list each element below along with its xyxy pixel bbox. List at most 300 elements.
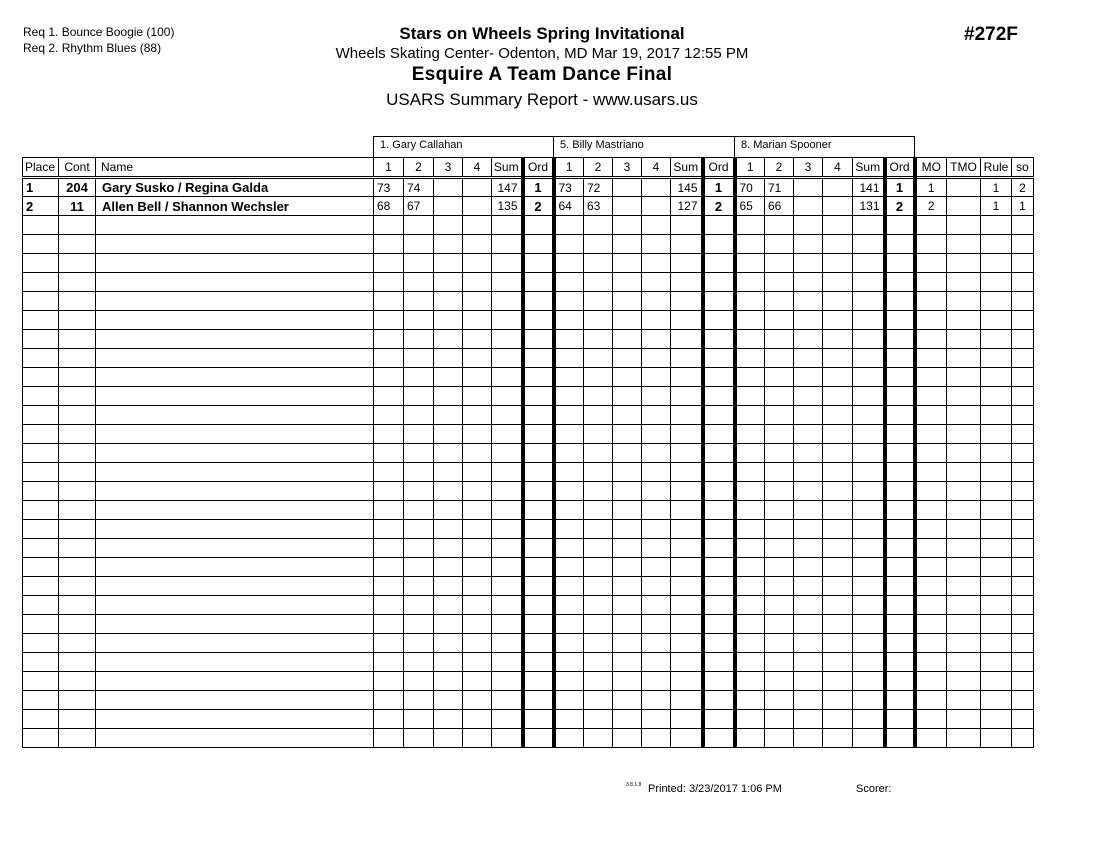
empty-cell [59, 235, 96, 254]
empty-cell [554, 710, 584, 729]
empty-cell [23, 729, 59, 748]
empty-cell [613, 501, 642, 520]
col-header-so: so [1012, 158, 1034, 178]
empty-cell [885, 653, 915, 672]
empty-cell [1012, 672, 1034, 691]
empty-cell [492, 539, 523, 558]
empty-cell [947, 482, 981, 501]
empty-cell [642, 520, 671, 539]
empty-cell [915, 330, 947, 349]
contestant-number-cell: 204 [59, 178, 96, 197]
empty-cell [735, 406, 765, 425]
empty-table-row [23, 292, 1034, 311]
empty-cell [96, 254, 374, 273]
requirement-2-text: Rhythm Blues (88) [61, 41, 162, 55]
empty-table-row [23, 653, 1034, 672]
empty-cell [853, 596, 885, 615]
empty-cell [404, 653, 434, 672]
empty-cell [823, 729, 853, 748]
empty-cell [823, 520, 853, 539]
empty-cell [523, 577, 554, 596]
j3-score-3 [794, 178, 823, 197]
empty-cell [735, 520, 765, 539]
empty-cell [885, 520, 915, 539]
empty-cell [374, 672, 404, 691]
empty-cell [671, 273, 703, 292]
empty-cell [853, 254, 885, 273]
j1-ordinal: 2 [523, 197, 554, 216]
empty-cell [434, 634, 463, 653]
empty-cell [915, 406, 947, 425]
software-version: 3.8.1.8 [626, 782, 642, 788]
empty-cell [642, 729, 671, 748]
empty-cell [703, 406, 735, 425]
empty-cell [853, 710, 885, 729]
empty-cell [703, 710, 735, 729]
empty-table-row [23, 387, 1034, 406]
empty-cell [434, 729, 463, 748]
empty-cell [492, 634, 523, 653]
empty-cell [374, 406, 404, 425]
empty-cell [613, 444, 642, 463]
empty-cell [642, 558, 671, 577]
empty-cell [59, 406, 96, 425]
table-row [23, 197, 1034, 216]
empty-cell [735, 368, 765, 387]
empty-cell [23, 596, 59, 615]
empty-cell [523, 672, 554, 691]
empty-cell [554, 311, 584, 330]
empty-cell [885, 216, 915, 235]
empty-cell [853, 615, 885, 634]
empty-cell [374, 596, 404, 615]
empty-cell [463, 634, 492, 653]
empty-cell [671, 406, 703, 425]
empty-cell [947, 520, 981, 539]
empty-cell [642, 235, 671, 254]
empty-cell [492, 691, 523, 710]
empty-cell [434, 577, 463, 596]
empty-cell [885, 710, 915, 729]
empty-cell [554, 539, 584, 558]
empty-cell [404, 368, 434, 387]
empty-cell [96, 710, 374, 729]
empty-cell [523, 482, 554, 501]
empty-cell [434, 596, 463, 615]
empty-cell [374, 387, 404, 406]
col-header-j1-ord: Ord [523, 158, 554, 178]
empty-cell [765, 710, 794, 729]
empty-cell [735, 634, 765, 653]
empty-cell [23, 311, 59, 330]
empty-cell [671, 292, 703, 311]
judge-2-header: 5. Billy Mastriano [553, 136, 735, 157]
empty-cell [642, 596, 671, 615]
empty-cell [1012, 425, 1034, 444]
empty-table-row [23, 463, 1034, 482]
col-header-j3-2: 2 [765, 158, 794, 178]
empty-cell [96, 349, 374, 368]
empty-cell [1012, 368, 1034, 387]
empty-cell [23, 691, 59, 710]
empty-cell [703, 634, 735, 653]
empty-cell [584, 501, 613, 520]
empty-cell [584, 520, 613, 539]
j3-score-4 [823, 197, 853, 216]
empty-cell [463, 596, 492, 615]
empty-cell [463, 672, 492, 691]
empty-cell [404, 539, 434, 558]
empty-cell [703, 292, 735, 311]
empty-cell [492, 235, 523, 254]
empty-cell [23, 216, 59, 235]
empty-cell [671, 501, 703, 520]
j2-score-3 [613, 178, 642, 197]
empty-cell [523, 615, 554, 634]
empty-cell [823, 311, 853, 330]
empty-cell [642, 482, 671, 501]
j2-score-1: 64 [554, 197, 584, 216]
empty-cell [554, 406, 584, 425]
empty-cell [765, 539, 794, 558]
empty-cell [1012, 235, 1034, 254]
empty-cell [885, 254, 915, 273]
empty-cell [96, 634, 374, 653]
empty-cell [59, 444, 96, 463]
empty-cell [492, 273, 523, 292]
empty-cell [823, 634, 853, 653]
empty-cell [823, 216, 853, 235]
j2-sum: 145 [671, 178, 703, 197]
empty-cell [554, 273, 584, 292]
empty-cell [523, 710, 554, 729]
empty-cell [374, 292, 404, 311]
empty-cell [374, 254, 404, 273]
col-header-j3-ord: Ord [885, 158, 915, 178]
empty-cell [613, 425, 642, 444]
empty-cell [794, 235, 823, 254]
empty-cell [703, 235, 735, 254]
empty-cell [96, 729, 374, 748]
empty-cell [23, 292, 59, 311]
j1-score-4 [463, 197, 492, 216]
empty-cell [981, 292, 1012, 311]
empty-cell [523, 425, 554, 444]
empty-cell [947, 539, 981, 558]
empty-cell [96, 368, 374, 387]
empty-cell [492, 254, 523, 273]
so-cell: 1 [1012, 197, 1034, 216]
empty-cell [823, 273, 853, 292]
j1-score-1: 68 [374, 197, 404, 216]
empty-cell [947, 558, 981, 577]
empty-cell [434, 710, 463, 729]
empty-cell [23, 653, 59, 672]
empty-cell [703, 729, 735, 748]
empty-cell [915, 444, 947, 463]
empty-cell [735, 311, 765, 330]
empty-cell [853, 577, 885, 596]
j1-score-1: 73 [374, 178, 404, 197]
empty-cell [554, 653, 584, 672]
empty-cell [765, 482, 794, 501]
empty-cell [794, 729, 823, 748]
empty-cell [374, 349, 404, 368]
empty-cell [981, 539, 1012, 558]
empty-cell [374, 577, 404, 596]
empty-cell [981, 520, 1012, 539]
empty-cell [642, 406, 671, 425]
empty-cell [947, 653, 981, 672]
empty-cell [23, 482, 59, 501]
empty-cell [404, 615, 434, 634]
empty-cell [765, 273, 794, 292]
empty-cell [735, 691, 765, 710]
empty-cell [404, 387, 434, 406]
empty-cell [554, 254, 584, 273]
empty-cell [492, 368, 523, 387]
col-header-j1-sum: Sum [492, 158, 523, 178]
place-cell: 2 [23, 197, 59, 216]
empty-cell [823, 368, 853, 387]
empty-cell [981, 254, 1012, 273]
empty-cell [434, 387, 463, 406]
empty-cell [96, 330, 374, 349]
empty-cell [703, 577, 735, 596]
empty-cell [915, 216, 947, 235]
empty-cell [885, 539, 915, 558]
empty-cell [1012, 387, 1034, 406]
empty-cell [463, 691, 492, 710]
empty-table-row [23, 501, 1034, 520]
requirement-1-label: Req 1. [23, 25, 59, 39]
j3-ordinal: 1 [885, 178, 915, 197]
empty-cell [96, 539, 374, 558]
empty-cell [554, 292, 584, 311]
empty-cell [823, 539, 853, 558]
empty-cell [96, 406, 374, 425]
empty-cell [404, 330, 434, 349]
empty-cell [404, 558, 434, 577]
empty-cell [981, 653, 1012, 672]
empty-cell [463, 615, 492, 634]
empty-cell [915, 273, 947, 292]
j1-sum: 135 [492, 197, 523, 216]
j2-score-1: 73 [554, 178, 584, 197]
empty-cell [463, 653, 492, 672]
empty-cell [703, 558, 735, 577]
col-header-rule: Rule [981, 158, 1012, 178]
empty-cell [59, 387, 96, 406]
empty-cell [23, 672, 59, 691]
empty-cell [853, 482, 885, 501]
empty-cell [59, 653, 96, 672]
empty-cell [59, 463, 96, 482]
table-header-row [23, 158, 1034, 178]
empty-cell [794, 349, 823, 368]
empty-table-row [23, 710, 1034, 729]
empty-cell [23, 425, 59, 444]
col-header-j1-1: 1 [374, 158, 404, 178]
empty-cell [765, 615, 794, 634]
j1-score-3 [434, 197, 463, 216]
empty-cell [404, 235, 434, 254]
empty-cell [885, 558, 915, 577]
empty-cell [823, 501, 853, 520]
empty-cell [703, 596, 735, 615]
mo-cell: 2 [915, 197, 947, 216]
empty-cell [981, 482, 1012, 501]
empty-cell [584, 235, 613, 254]
empty-cell [523, 691, 554, 710]
empty-cell [1012, 216, 1034, 235]
empty-cell [554, 368, 584, 387]
empty-cell [915, 634, 947, 653]
empty-cell [794, 558, 823, 577]
empty-cell [96, 444, 374, 463]
empty-cell [853, 520, 885, 539]
empty-cell [765, 235, 794, 254]
empty-cell [523, 349, 554, 368]
empty-cell [492, 729, 523, 748]
empty-cell [96, 596, 374, 615]
empty-cell [915, 482, 947, 501]
empty-cell [584, 425, 613, 444]
empty-cell [59, 273, 96, 292]
empty-cell [404, 216, 434, 235]
empty-cell [703, 425, 735, 444]
empty-cell [523, 330, 554, 349]
empty-cell [642, 311, 671, 330]
empty-cell [492, 520, 523, 539]
empty-cell [915, 672, 947, 691]
report-title: USARS Summary Report - www.usars.us [386, 90, 698, 109]
empty-cell [853, 330, 885, 349]
empty-cell [981, 406, 1012, 425]
empty-cell [885, 425, 915, 444]
empty-cell [735, 254, 765, 273]
empty-cell [853, 672, 885, 691]
empty-cell [915, 311, 947, 330]
empty-cell [463, 349, 492, 368]
empty-cell [613, 672, 642, 691]
empty-table-row [23, 672, 1034, 691]
empty-cell [523, 273, 554, 292]
empty-cell [853, 349, 885, 368]
empty-cell [554, 558, 584, 577]
empty-cell [613, 216, 642, 235]
empty-cell [703, 520, 735, 539]
empty-cell [915, 463, 947, 482]
empty-cell [885, 577, 915, 596]
empty-cell [492, 216, 523, 235]
empty-table-row [23, 539, 1034, 558]
empty-cell [404, 634, 434, 653]
empty-cell [735, 482, 765, 501]
empty-cell [735, 387, 765, 406]
empty-cell [613, 235, 642, 254]
empty-table-row [23, 216, 1034, 235]
empty-cell [823, 710, 853, 729]
empty-cell [96, 387, 374, 406]
empty-cell [613, 653, 642, 672]
empty-cell [523, 501, 554, 520]
empty-cell [523, 311, 554, 330]
empty-cell [404, 501, 434, 520]
empty-cell [765, 368, 794, 387]
empty-cell [853, 292, 885, 311]
empty-cell [765, 501, 794, 520]
empty-cell [703, 653, 735, 672]
empty-cell [642, 653, 671, 672]
empty-cell [915, 691, 947, 710]
empty-cell [885, 235, 915, 254]
col-header-j2-ord: Ord [703, 158, 735, 178]
empty-cell [1012, 273, 1034, 292]
empty-cell [1012, 634, 1034, 653]
empty-cell [492, 349, 523, 368]
empty-cell [915, 387, 947, 406]
j3-score-1: 65 [735, 197, 765, 216]
empty-cell [492, 387, 523, 406]
empty-cell [463, 425, 492, 444]
empty-cell [735, 577, 765, 596]
empty-cell [765, 672, 794, 691]
empty-cell [981, 463, 1012, 482]
empty-table-row [23, 691, 1034, 710]
empty-cell [96, 482, 374, 501]
empty-cell [613, 387, 642, 406]
empty-cell [794, 634, 823, 653]
empty-cell [915, 425, 947, 444]
empty-cell [613, 691, 642, 710]
empty-cell [1012, 330, 1034, 349]
empty-cell [23, 577, 59, 596]
empty-cell [885, 482, 915, 501]
judge-1-header: 1. Gary Callahan [373, 136, 554, 157]
empty-cell [1012, 729, 1034, 748]
j3-score-2: 71 [765, 178, 794, 197]
empty-cell [463, 463, 492, 482]
empty-cell [981, 596, 1012, 615]
empty-table-row [23, 330, 1034, 349]
empty-cell [374, 634, 404, 653]
empty-cell [735, 292, 765, 311]
empty-cell [981, 349, 1012, 368]
empty-table-row [23, 311, 1034, 330]
empty-cell [404, 444, 434, 463]
empty-cell [642, 615, 671, 634]
empty-cell [523, 254, 554, 273]
empty-cell [492, 444, 523, 463]
empty-cell [554, 425, 584, 444]
empty-cell [584, 634, 613, 653]
empty-cell [374, 425, 404, 444]
empty-cell [947, 501, 981, 520]
empty-cell [584, 387, 613, 406]
empty-cell [492, 558, 523, 577]
empty-cell [613, 349, 642, 368]
empty-cell [765, 311, 794, 330]
empty-cell [947, 349, 981, 368]
empty-cell [492, 463, 523, 482]
empty-cell [823, 444, 853, 463]
empty-cell [523, 235, 554, 254]
col-header-j2-4: 4 [642, 158, 671, 178]
empty-cell [584, 368, 613, 387]
empty-cell [885, 368, 915, 387]
j1-score-4 [463, 178, 492, 197]
